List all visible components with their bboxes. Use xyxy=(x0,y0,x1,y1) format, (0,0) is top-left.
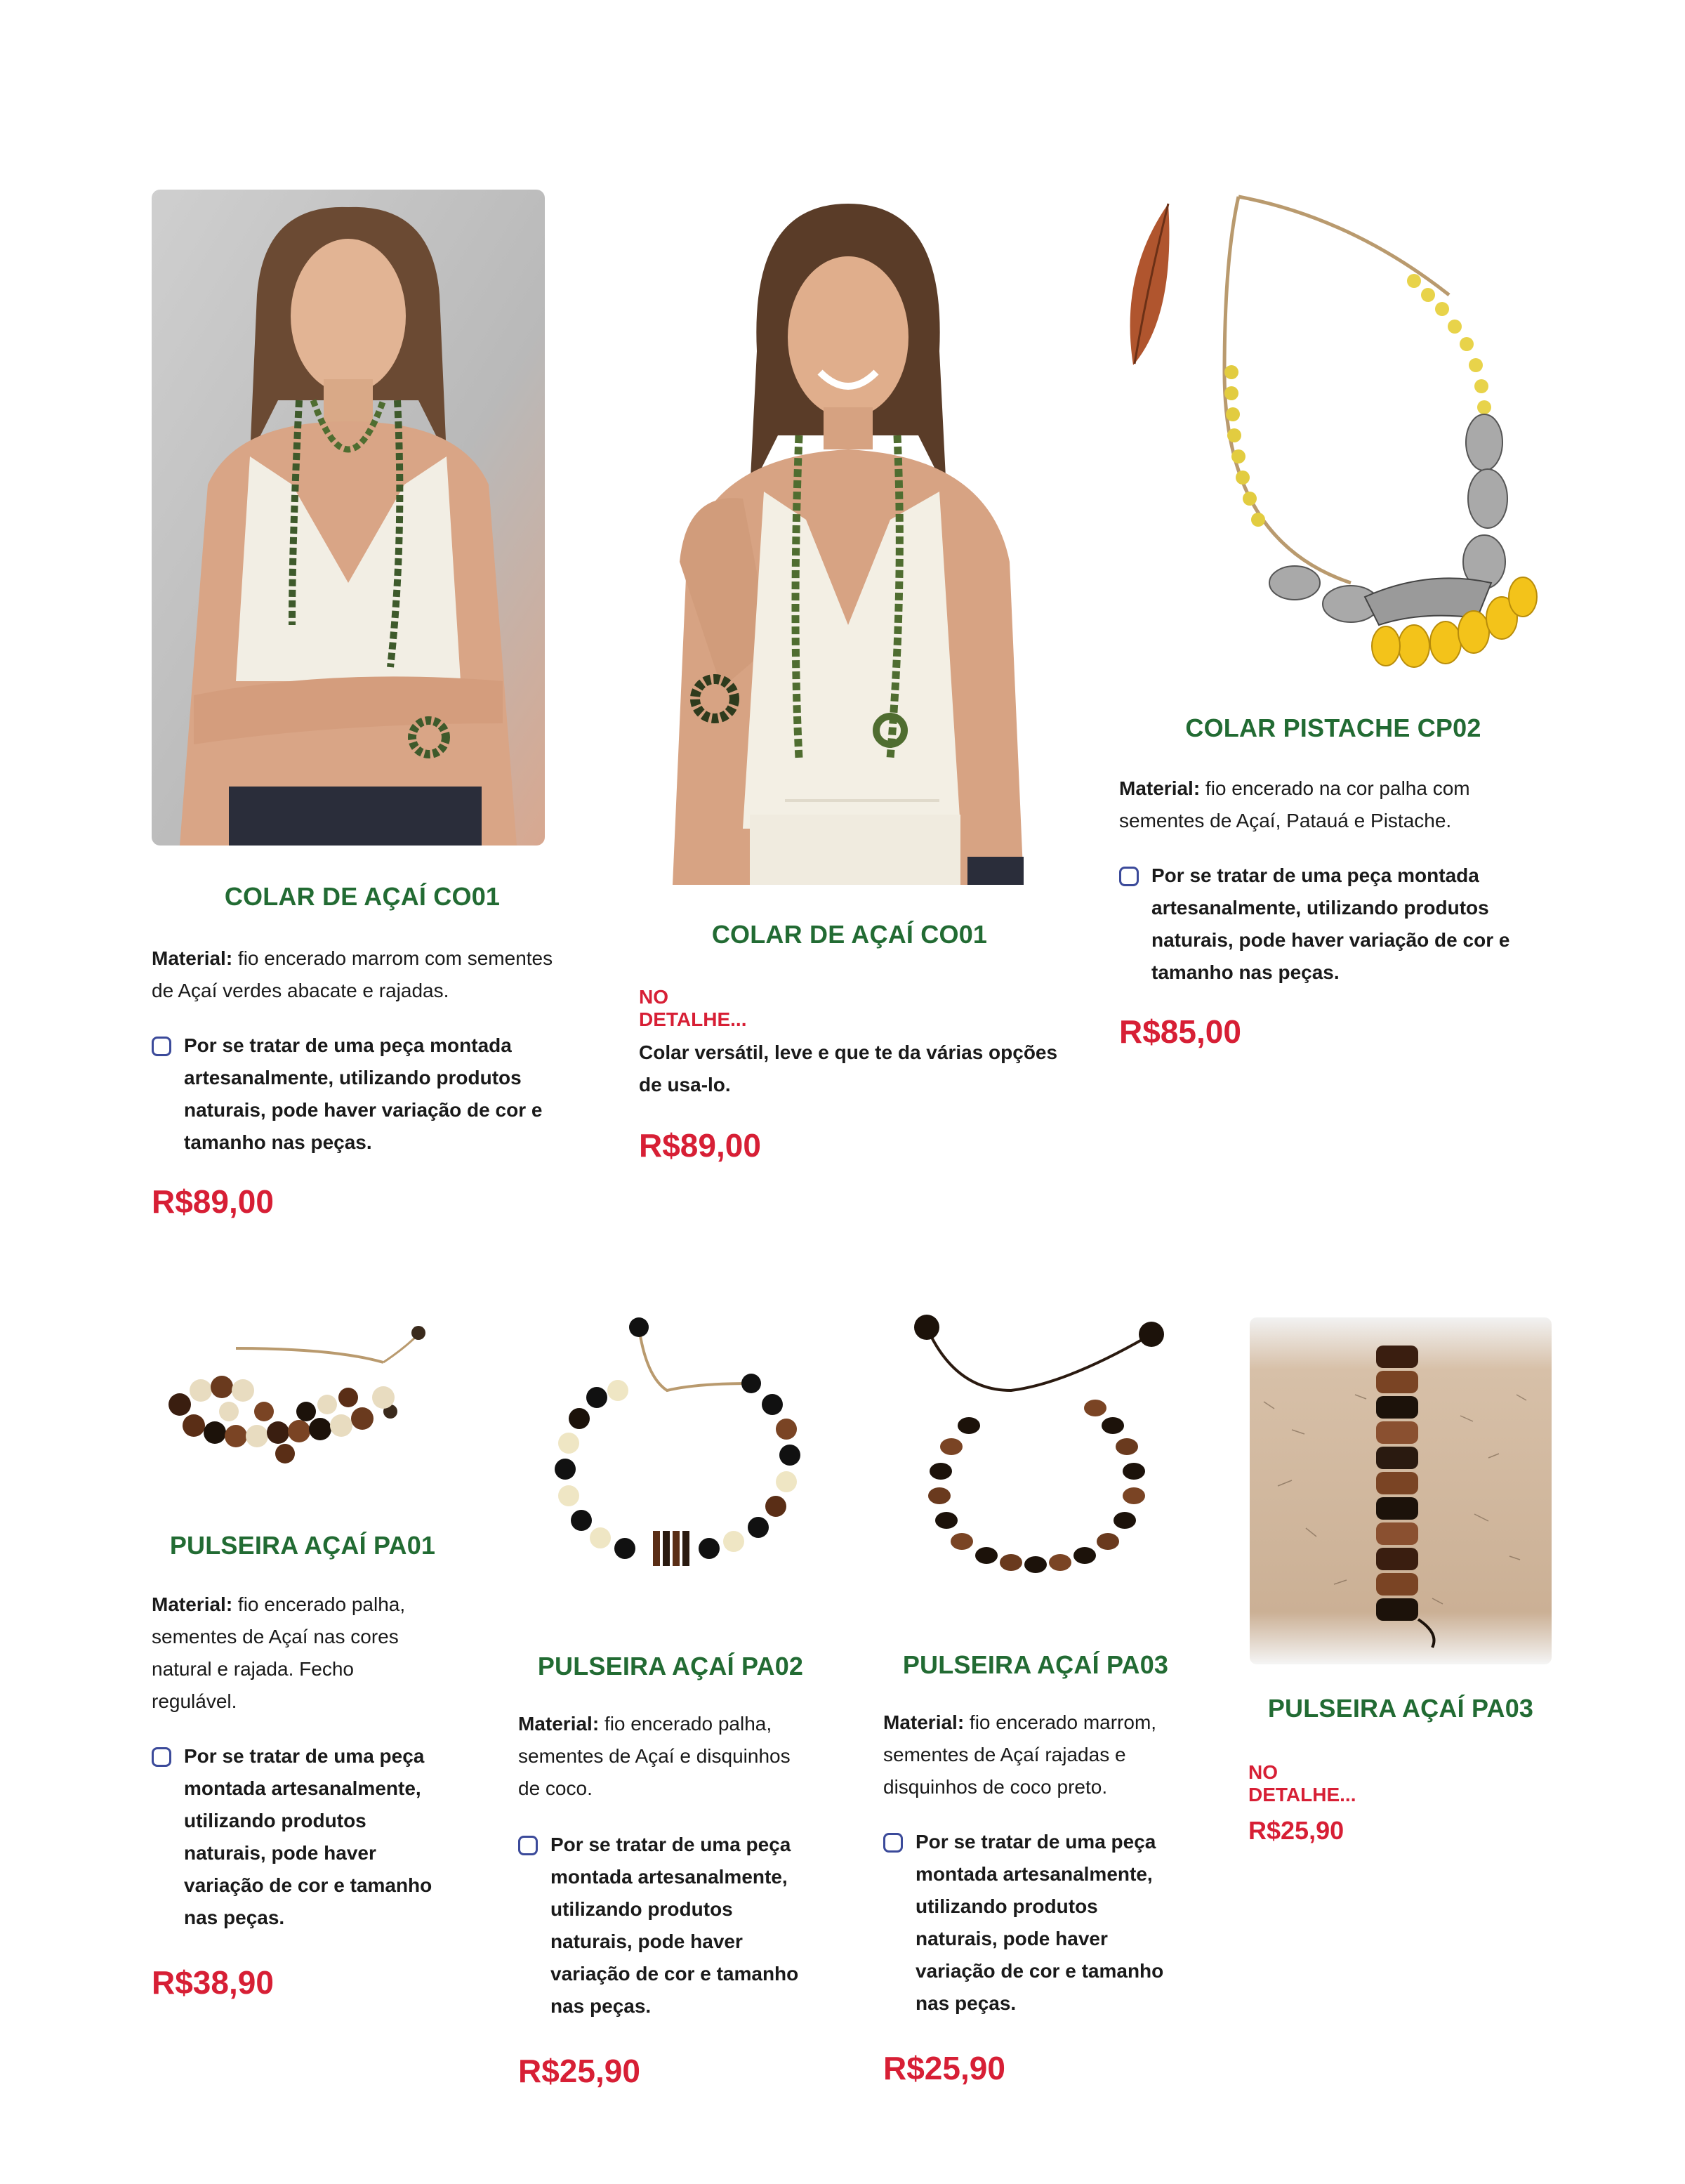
product-photo-co01 xyxy=(152,190,545,846)
material-text: fio encerado na cor palha com xyxy=(1200,777,1470,799)
handmade-note xyxy=(518,1829,827,2022)
note-line: naturais, pode haver variação de cor e xyxy=(184,1099,543,1121)
product-photo-pa01 xyxy=(152,1320,461,1496)
material-label: Material: xyxy=(518,1713,600,1735)
note-line: utilizando produtos xyxy=(916,1895,1098,1917)
product-title: PULSEIRA AÇAÍ PA03 xyxy=(902,1650,1169,1679)
product-price: R$25,90 xyxy=(1248,1816,1344,1845)
note-line: variação de cor e tamanho xyxy=(916,1960,1164,1982)
handmade-note xyxy=(152,1740,461,1934)
note-line: tamanho nas peças. xyxy=(1151,961,1340,983)
note-line: utilizando produtos xyxy=(550,1898,733,1920)
note-line: artesanalmente, utilizando produtos xyxy=(1151,897,1489,919)
note-line: variação de cor e tamanho xyxy=(550,1963,799,1985)
handmade-note xyxy=(152,1029,587,1159)
material-text: sementes de Açaí rajadas e xyxy=(883,1744,1126,1765)
material-description xyxy=(1119,772,1554,837)
note-line: nas peças. xyxy=(550,1995,652,2017)
product-title: COLAR DE AÇAÍ CO01 xyxy=(224,882,501,911)
material-text: disquinhos de coco preto. xyxy=(883,1776,1108,1798)
handmade-note xyxy=(883,1826,1192,2020)
note-line: variação de cor e tamanho xyxy=(184,1874,432,1896)
checkbox-icon xyxy=(152,1747,171,1767)
product-photo-co01-detail xyxy=(659,197,1055,885)
product-title: PULSEIRA AÇAÍ PA03 xyxy=(1267,1694,1534,1723)
material-text: fio encerado marrom, xyxy=(964,1711,1157,1733)
material-label: Material: xyxy=(152,947,233,969)
product-price: R$38,90 xyxy=(152,1964,274,2001)
material-label: Material: xyxy=(1119,777,1201,799)
material-text: sementes de Açaí, Patauá e Pistache. xyxy=(1119,810,1452,831)
material-text: fio encerado palha, xyxy=(599,1713,772,1735)
material-text: de coco. xyxy=(518,1777,593,1799)
material-text: fio encerado marrom com sementes xyxy=(232,947,553,969)
product-photo-pa03 xyxy=(885,1306,1180,1601)
note-line: montada artesanalmente, xyxy=(916,1863,1153,1885)
product-photo-pa03-detail xyxy=(1250,1317,1552,1664)
product-photo-cp02 xyxy=(1119,190,1554,681)
material-description xyxy=(152,942,587,1007)
note-line: Por se tratar de uma peça xyxy=(916,1831,1156,1853)
note-line: nas peças. xyxy=(184,1907,285,1928)
material-description xyxy=(883,1706,1192,1803)
material-label: Material: xyxy=(883,1711,965,1733)
product-description xyxy=(639,1037,1074,1101)
note-line: utilizando produtos xyxy=(184,1810,366,1831)
material-text: regulável. xyxy=(152,1690,237,1712)
checkbox-icon xyxy=(518,1836,538,1855)
product-price: R$25,90 xyxy=(883,2050,1005,2086)
material-text: sementes de Açaí nas cores xyxy=(152,1626,399,1647)
checkbox-icon xyxy=(883,1833,903,1853)
description-line: de usa-lo. xyxy=(639,1074,731,1096)
handmade-note xyxy=(1119,860,1554,989)
product-price: R$25,90 xyxy=(518,2053,640,2089)
material-text: sementes de Açaí e disquinhos xyxy=(518,1745,791,1767)
material-text: natural e rajada. Fecho xyxy=(152,1658,354,1680)
product-price: R$89,00 xyxy=(639,1127,761,1164)
note-line: naturais, pode haver variação de cor e xyxy=(1151,929,1510,951)
product-price: R$89,00 xyxy=(152,1183,274,1220)
description-line: Colar versátil, leve e que te da várias opções xyxy=(639,1041,1058,1063)
product-title: PULSEIRA AÇAÍ PA01 xyxy=(169,1531,436,1560)
product-price: R$85,00 xyxy=(1119,1013,1241,1050)
note-line: Por se tratar de uma peça xyxy=(184,1745,425,1767)
checkbox-icon xyxy=(1119,867,1139,886)
product-title: PULSEIRA AÇAÍ PA02 xyxy=(537,1652,804,1680)
material-description xyxy=(518,1708,827,1805)
note-line: tamanho nas peças. xyxy=(184,1131,372,1153)
note-line: nas peças. xyxy=(916,1992,1017,2014)
note-line: artesanalmente, utilizando produtos xyxy=(184,1067,522,1088)
note-line: montada artesanalmente, xyxy=(550,1866,788,1888)
product-photo-pa02 xyxy=(520,1306,814,1601)
detail-label: NO DETALHE... xyxy=(639,986,747,1030)
note-line: Por se tratar de uma peça montada xyxy=(1151,864,1479,886)
note-line: Por se tratar de uma peça montada xyxy=(184,1034,512,1056)
detail-label: NO DETALHE... xyxy=(1248,1761,1356,1805)
checkbox-icon xyxy=(152,1037,171,1056)
note-line: montada artesanalmente, xyxy=(184,1777,421,1799)
material-text: de Açaí verdes abacate e rajadas. xyxy=(152,980,449,1001)
material-label: Material: xyxy=(152,1593,233,1615)
note-line: naturais, pode haver xyxy=(550,1930,743,1952)
note-line: naturais, pode haver xyxy=(184,1842,376,1864)
product-title: COLAR PISTACHE CP02 xyxy=(1185,713,1481,742)
product-title: COLAR DE AÇAÍ CO01 xyxy=(711,920,988,949)
note-line: naturais, pode haver xyxy=(916,1928,1108,1949)
material-description xyxy=(152,1588,461,1718)
material-text: fio encerado palha, xyxy=(232,1593,406,1615)
note-line: Por se tratar de uma peça xyxy=(550,1834,791,1855)
